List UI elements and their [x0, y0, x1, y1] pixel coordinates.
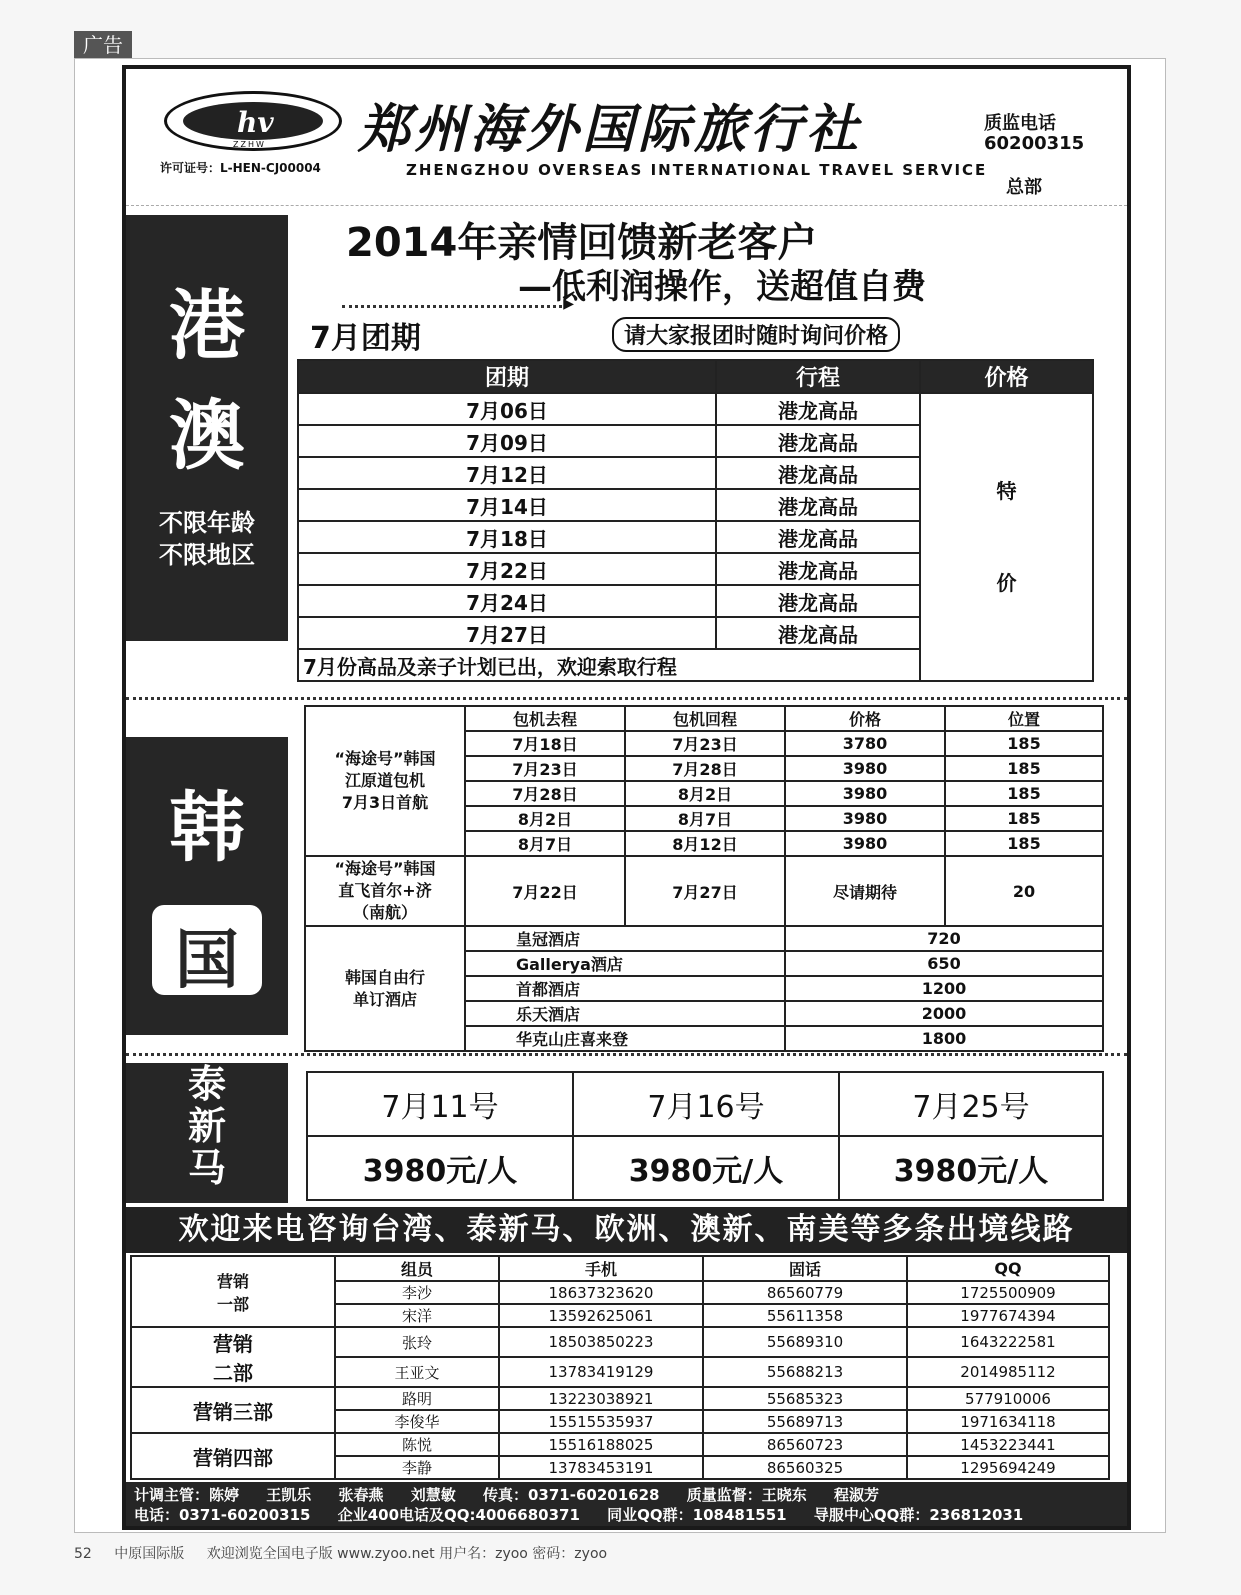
korea-cell: 3980 [785, 781, 945, 806]
staff-qq: 1725500909 [907, 1281, 1109, 1304]
ask-price-banner: 请大家报团时随时询问价格 [612, 317, 900, 352]
contact-item: 程淑芳 [833, 1486, 879, 1504]
korea-cell: 7月22日 [465, 856, 625, 926]
korea-side-2: 国 [175, 924, 239, 998]
korea-cell: 185 [945, 731, 1103, 756]
section-divider [126, 697, 1127, 700]
staff-phone: 55611358 [703, 1304, 907, 1327]
contact-item: 王凯乐 [266, 1486, 312, 1504]
hotel-name: 乐天酒店 [465, 1001, 785, 1026]
hotel-price: 1200 [785, 976, 1103, 1001]
tm-date: 7月11号 [307, 1072, 573, 1136]
staff-header-mobile: 手机 [499, 1256, 703, 1281]
staff-qq: 1453223441 [907, 1433, 1109, 1456]
staff-name: 张玲 [335, 1327, 499, 1357]
qc-phone-label: 质监电话 [984, 113, 1056, 134]
hk-date: 7月12日 [298, 457, 716, 489]
hk-route: 港龙高品 [716, 521, 920, 553]
hk-route: 港龙高品 [716, 393, 920, 425]
korea-header-price: 价格 [785, 706, 945, 731]
staff-mobile: 15516188025 [499, 1433, 703, 1456]
table-row [305, 926, 1103, 951]
contact-footer [126, 1482, 1127, 1526]
welcome-banner: 欢迎来电咨询台湾、泰新马、欧洲、澳新、南美等多条出境线路 [126, 1207, 1127, 1253]
staff-mobile: 13592625061 [499, 1304, 703, 1327]
hk-date: 7月09日 [298, 425, 716, 457]
korea-cell: 7月27日 [625, 856, 785, 926]
tm-side-block [126, 1063, 288, 1203]
staff-phone: 86560325 [703, 1456, 907, 1479]
staff-header-qq: QQ [907, 1256, 1109, 1281]
korea-header-depart: 包机去程 [465, 706, 625, 731]
hk-header-date: 团期 [298, 360, 716, 393]
tm-price: 3980元/人 [307, 1136, 573, 1200]
brand-name-en: ZHENGZHOU OVERSEAS INTERNATIONAL TRAVEL SERVICE [406, 161, 988, 179]
qc-phone-number: 60200315 [984, 133, 1085, 154]
staff-header-member: 组员 [335, 1256, 499, 1281]
staff-name: 王亚文 [335, 1357, 499, 1387]
hk-route: 港龙高品 [716, 585, 920, 617]
hk-header-route: 行程 [716, 360, 920, 393]
headquarters-label: 总部 [1006, 177, 1042, 198]
month-label: 7月团期 [310, 321, 421, 356]
hk-side-title-2: 澳 [169, 391, 245, 480]
korea-cell: 7月18日 [465, 731, 625, 756]
staff-header-phone: 固话 [703, 1256, 907, 1281]
dept-name: 营销 一部 [131, 1256, 335, 1327]
hk-date: 7月22日 [298, 553, 716, 585]
staff-qq: 577910006 [907, 1387, 1109, 1410]
advertisement [122, 65, 1131, 1530]
dept-name: 营销 二部 [131, 1327, 335, 1387]
hotel-name: 皇冠酒店 [465, 926, 785, 951]
section-divider [126, 1053, 1127, 1056]
korea-cell: 3780 [785, 731, 945, 756]
hk-side-sub-2: 不限地区 [159, 541, 255, 569]
hk-route: 港龙高品 [716, 489, 920, 521]
korea-cell: 7月23日 [625, 731, 785, 756]
staff-phone: 86560723 [703, 1433, 907, 1456]
promo-subtitle: —低利润操作，送超值自费 [518, 267, 926, 307]
korea-cell: 185 [945, 781, 1103, 806]
promo-title: 2014年亲情回馈新老客户 [346, 220, 818, 266]
staff-name: 陈悦 [335, 1433, 499, 1456]
staff-qq: 2014985112 [907, 1357, 1109, 1387]
hotel-price: 1800 [785, 1026, 1103, 1051]
contact-item: 张春燕 [338, 1486, 384, 1504]
ad-tag: 广告 [74, 31, 132, 59]
hk-side-sub-1: 不限年龄 [159, 509, 255, 537]
contact-item: 同业QQ群：108481551 [607, 1506, 787, 1524]
staff-name: 路明 [335, 1387, 499, 1410]
staff-name: 宋洋 [335, 1304, 499, 1327]
hotel-price: 720 [785, 926, 1103, 951]
korea-cell: 3980 [785, 756, 945, 781]
staff-name: 李沙 [335, 1281, 499, 1304]
korea-header-return: 包机回程 [625, 706, 785, 731]
staff-qq: 1971634118 [907, 1410, 1109, 1433]
staff-phone: 55689713 [703, 1410, 907, 1433]
korea-cell: 7月23日 [465, 756, 625, 781]
korea-cell: 3980 [785, 831, 945, 856]
tm-price: 3980元/人 [839, 1136, 1103, 1200]
korea-cell: 185 [945, 806, 1103, 831]
korea-side-box [152, 905, 262, 998]
hk-note: 7月份高品及亲子计划已出，欢迎索取行程 [298, 649, 920, 681]
staff-qq: 1977674394 [907, 1304, 1109, 1327]
table-row [131, 1433, 1109, 1456]
staff-phone: 55688213 [703, 1357, 907, 1387]
korea-group1-label: “海途号”韩国 江原道包机 7月3日首航 [305, 706, 465, 856]
special-price-text: 特价 [996, 479, 1017, 595]
hotel-name: Gallerya酒店 [465, 951, 785, 976]
hotel-name: 华克山庄喜来登 [465, 1026, 785, 1051]
staff-phone: 86560779 [703, 1281, 907, 1304]
korea-cell: 185 [945, 756, 1103, 781]
logo-sub: ZZHW [233, 140, 266, 149]
special-price [920, 393, 1093, 681]
korea-side-block [126, 737, 288, 1035]
dotted-arrow [342, 305, 562, 308]
page-number: 52 [74, 1546, 92, 1562]
korea-cell: 7月28日 [625, 756, 785, 781]
korea-cell: 3980 [785, 806, 945, 831]
dept-name: 营销四部 [131, 1433, 335, 1479]
korea-cell: 20 [945, 856, 1103, 926]
contact-item: 导服中心QQ群：236812031 [813, 1506, 1024, 1524]
contact-item: 质量监督：王晓东 [686, 1486, 807, 1504]
korea-cell: 8月2日 [625, 781, 785, 806]
staff-phone: 55689310 [703, 1327, 907, 1357]
hk-side-block [126, 215, 288, 641]
korea-hotel-label: 韩国自由行 单订酒店 [305, 926, 465, 1051]
korea-table [304, 705, 1104, 1052]
korea-cell: 尽请期待 [785, 856, 945, 926]
hk-header-price: 价格 [920, 360, 1093, 393]
staff-mobile: 13783419129 [499, 1357, 703, 1387]
hk-route: 港龙高品 [716, 457, 920, 489]
brand-name-cn: 郑州海外国际旅行社 [358, 99, 863, 160]
hotel-name: 首都酒店 [465, 976, 785, 1001]
table-row [298, 393, 1093, 425]
hk-route: 港龙高品 [716, 553, 920, 585]
staff-name: 李俊华 [335, 1410, 499, 1433]
hk-date: 7月18日 [298, 521, 716, 553]
edition-name: 中原国际版 [114, 1546, 185, 1562]
korea-cell: 8月12日 [625, 831, 785, 856]
license-number: 许可证号：L-HEN-CJ00004 [160, 161, 321, 175]
staff-table [130, 1255, 1110, 1480]
table-row [305, 856, 1103, 926]
hk-route: 港龙高品 [716, 425, 920, 457]
hotel-price: 650 [785, 951, 1103, 976]
hk-date: 7月27日 [298, 617, 716, 649]
hk-schedule-table [297, 359, 1094, 682]
table-row [131, 1327, 1109, 1357]
tm-date: 7月25号 [839, 1072, 1103, 1136]
korea-cell: 185 [945, 831, 1103, 856]
page-footer [74, 1543, 625, 1563]
staff-mobile: 13223038921 [499, 1387, 703, 1410]
hk-route: 港龙高品 [716, 617, 920, 649]
tm-table [306, 1071, 1104, 1201]
logo-mark: hv [237, 106, 274, 139]
korea-header-seats: 位置 [945, 706, 1103, 731]
contact-item: 刘慧敏 [410, 1486, 456, 1504]
staff-mobile: 18503850223 [499, 1327, 703, 1357]
hk-date: 7月06日 [298, 393, 716, 425]
contact-item: 电话：0371-60200315 [134, 1506, 311, 1524]
staff-mobile: 13783453191 [499, 1456, 703, 1479]
hk-side-title-1: 港 [169, 281, 245, 370]
korea-cell: 8月7日 [625, 806, 785, 831]
staff-name: 李静 [335, 1456, 499, 1479]
staff-qq: 1643222581 [907, 1327, 1109, 1357]
contact-line-2 [134, 1504, 1119, 1524]
tm-price: 3980元/人 [573, 1136, 839, 1200]
contact-item: 计调主管：陈婷 [134, 1486, 240, 1504]
hk-date: 7月24日 [298, 585, 716, 617]
dept-name: 营销三部 [131, 1387, 335, 1433]
korea-side-1: 韩 [169, 783, 245, 872]
korea-cell: 8月7日 [465, 831, 625, 856]
staff-mobile: 15515535937 [499, 1410, 703, 1433]
staff-phone: 55685323 [703, 1387, 907, 1410]
header-divider [126, 205, 1127, 206]
tm-side-title: 泰 新 马 [187, 1062, 226, 1190]
hk-date: 7月14日 [298, 489, 716, 521]
company-logo [164, 91, 342, 151]
footer-text: 欢迎浏览全国电子版 www.zyoo.net 用户名：zyoo 密码：zyoo [206, 1546, 608, 1562]
korea-cell: 7月28日 [465, 781, 625, 806]
staff-qq: 1295694249 [907, 1456, 1109, 1479]
contact-item: 企业400电话及QQ:4006680371 [337, 1506, 580, 1524]
staff-mobile: 18637323620 [499, 1281, 703, 1304]
korea-group2-label: “海途号”韩国 直飞首尔+济 （南航） [305, 856, 465, 926]
contact-line-1 [134, 1484, 1119, 1504]
hotel-price: 2000 [785, 1001, 1103, 1026]
korea-cell: 8月2日 [465, 806, 625, 831]
tm-date: 7月16号 [573, 1072, 839, 1136]
contact-item: 传真：0371-60201628 [483, 1486, 660, 1504]
table-row [131, 1387, 1109, 1410]
